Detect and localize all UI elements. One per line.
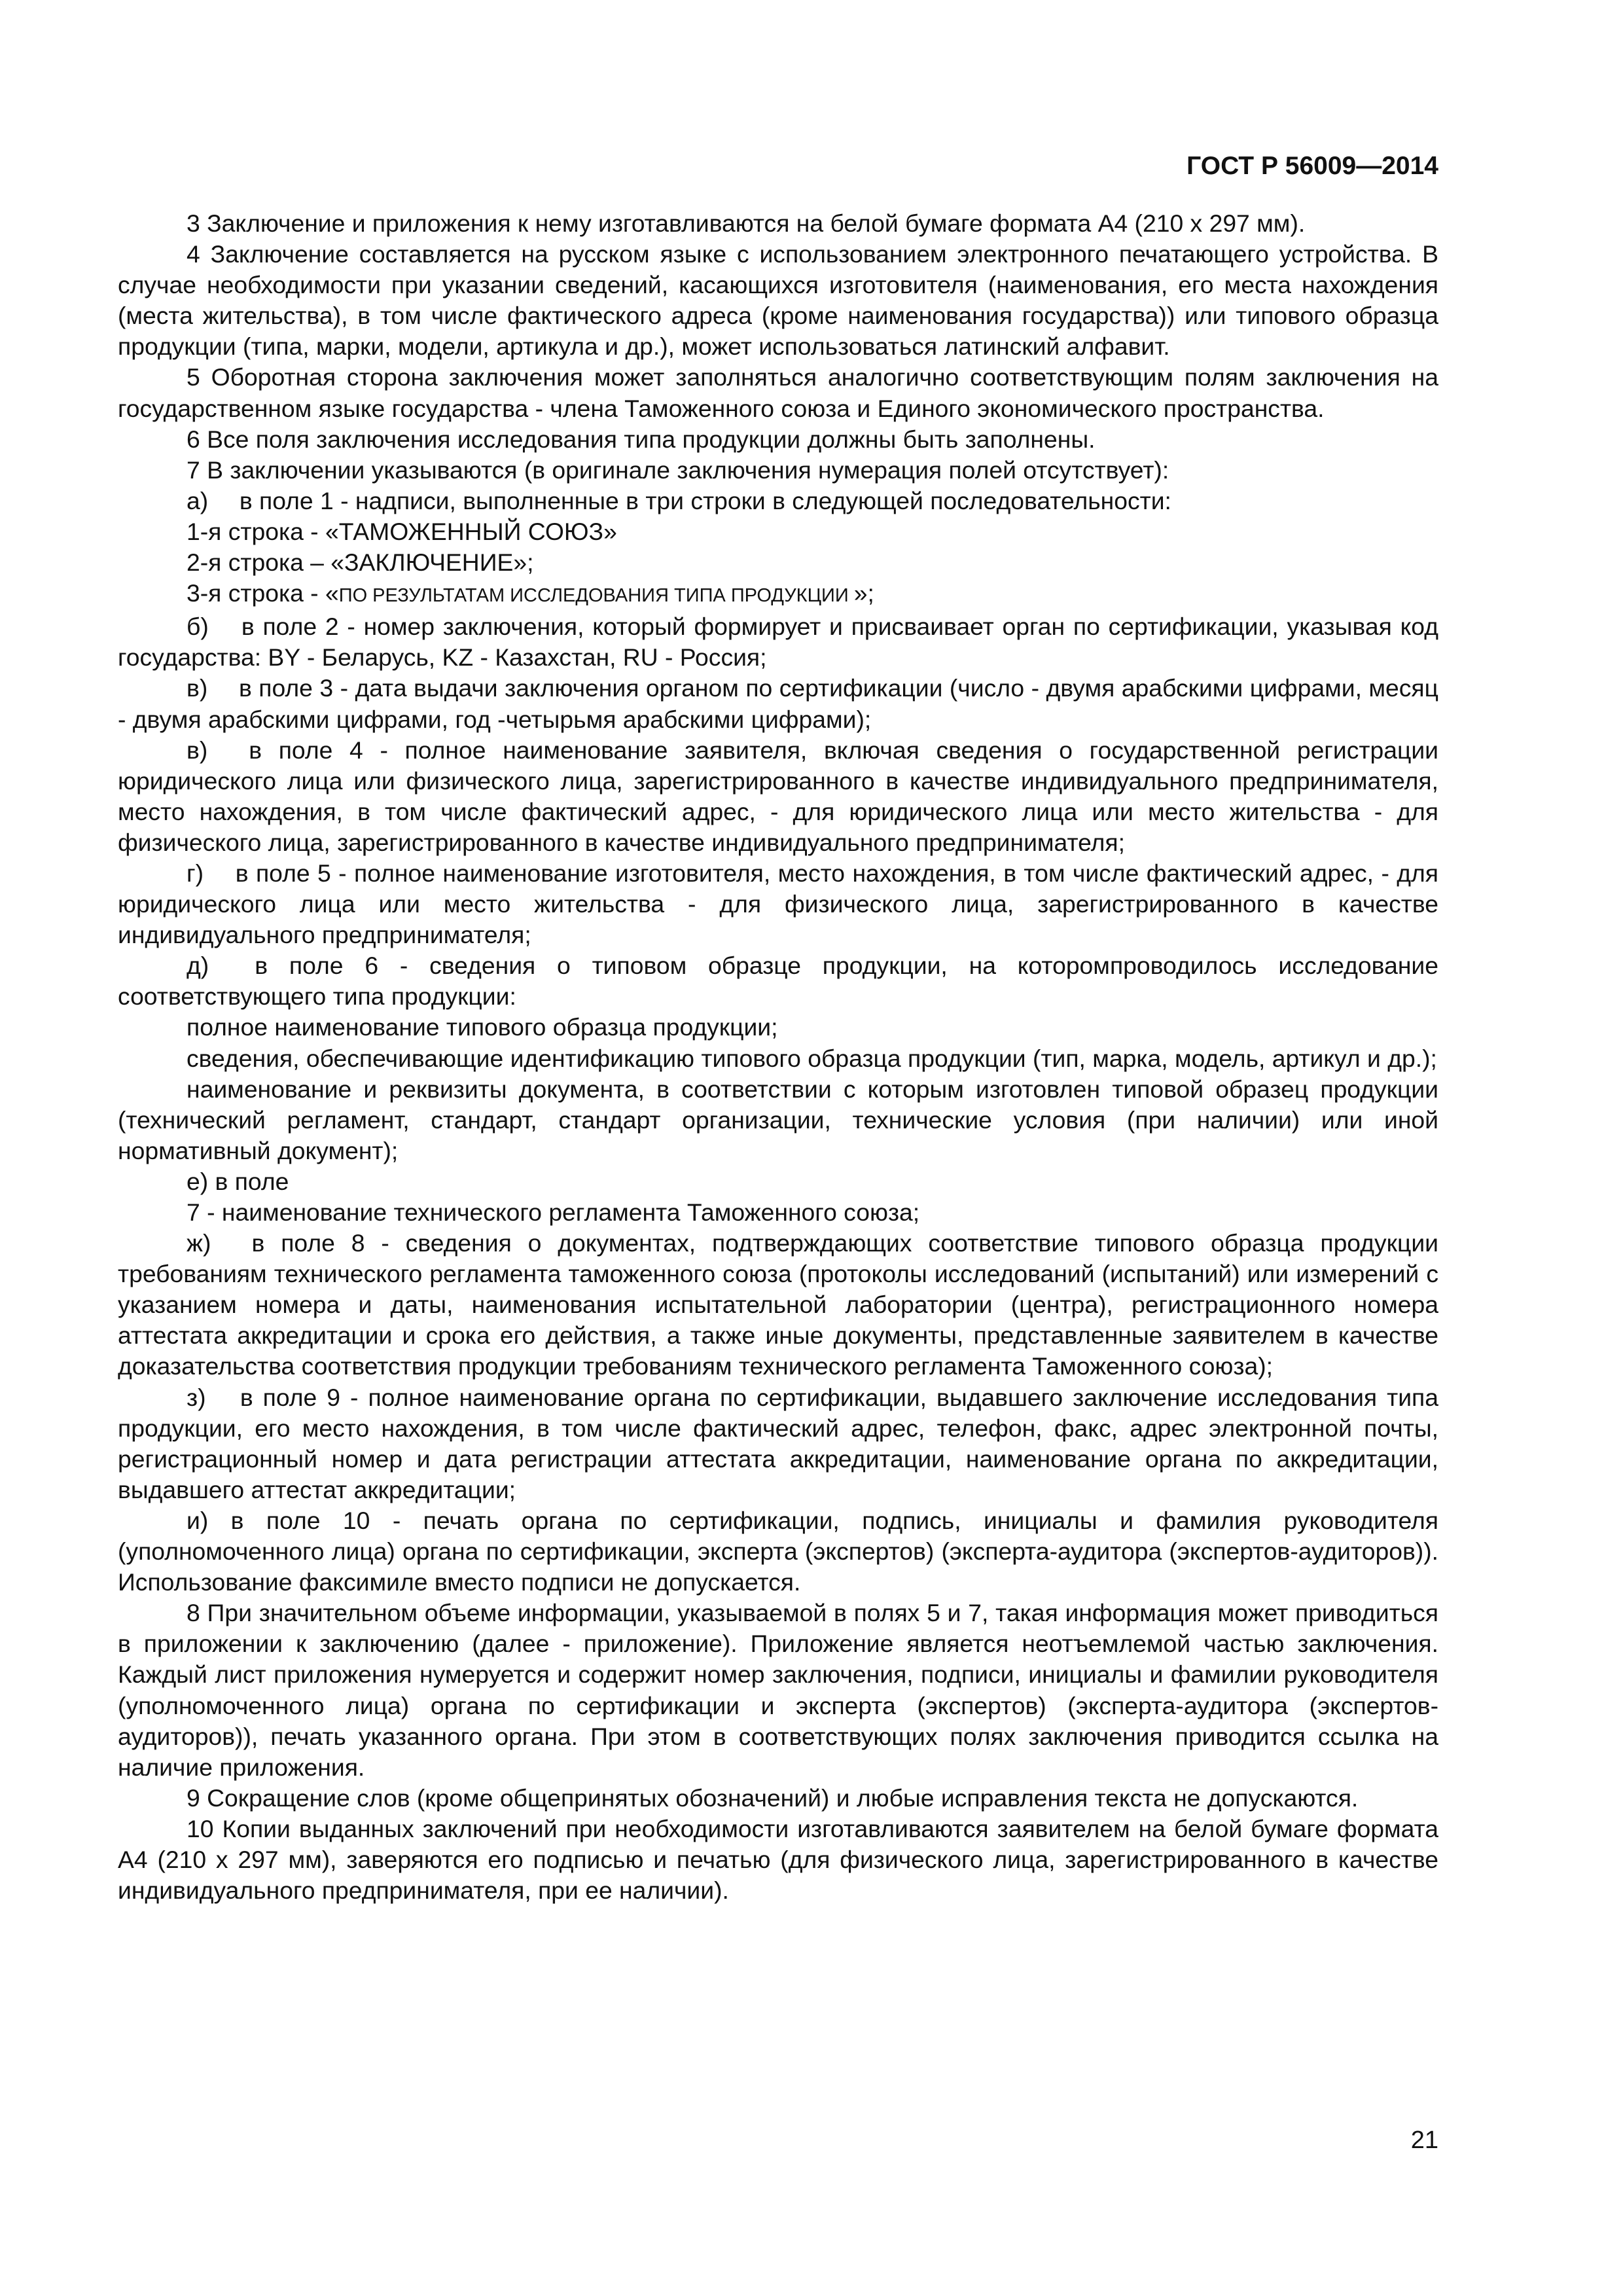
- paragraph-5: 5 Оборотная сторона заключения может заполняться аналогично соответствующим полям заключения на государственном языке государства - члена Таможенного союза и Единого экономического пространства.: [118, 363, 1438, 422]
- item-b: б) в поле 2 - номер заключения, который формирует и присваивает орган по сертификации, указывая код государства: BY - Беларусь, KZ - Казахстан, RU - Россия;: [118, 613, 1438, 672]
- paragraph-6: 6 Все поля заключения исследования типа продукции должны быть заполнены.: [187, 425, 1096, 453]
- paragraph-4: 4 Заключение составляется на русском языке с использованием электронного печатающего устройства. В случае необходимости при указании сведений, касающихся изготовителя (наименования, его места нахождения (места жительства), в том числе фактического адреса (кроме наименования государства)) или типового образца продукции (типа, марки, модели, артикула и др.), может использоваться латинский алфавит.: [118, 240, 1438, 361]
- item-g: г) в поле 5 - полное наименование изготовителя, место нахождения, в том числе фактический адрес, - для юридического лица или место жительства - для физического лица, зарегистрированного в качестве индивидуального предпринимателя;: [118, 859, 1438, 949]
- paragraph-3: 3 Заключение и приложения к нему изготавливаются на белой бумаге формата А4 (210 х 297 мм).: [187, 209, 1306, 237]
- body-text: [118, 208, 1438, 1906]
- line-3-caps: ПО РЕЗУЛЬТАТАМ ИССЛЕДОВАНИЯ ТИПА ПРОДУКЦИИ: [338, 585, 854, 607]
- paragraph-7: 7 В заключении указываются (в оригинале заключения нумерация полей отсутствует):: [187, 456, 1169, 484]
- line-3-suffix: »;: [853, 579, 874, 607]
- paragraph-8: 8 При значительном объеме информации, указываемой в полях 5 и 7, такая информация может приводиться в приложении к заключению (далее - приложение). Приложение является неотъемлемой частью заключения. Каждый лист приложения нумеруется и содержит номер заключения, подписи, инициалы и фамилии руководителя (уполномоченного лица) органа по сертификации и эксперта (экспертов) (эксперта-аудитора (экспертов-аудиторов)), печать указанного органа. При этом в соответствующих полях заключения приводится ссылка на наличие приложения.: [118, 1599, 1438, 1781]
- paragraph-10: 10 Копии выданных заключений при необходимости изготавливаются заявителем на белой бумаге формата А4 (210 х 297 мм), заверяются его подписью и печатью (для физического лица, зарегистрированного в качестве индивидуального предпринимателя, при ее наличии).: [118, 1814, 1438, 1905]
- item-d-3: наименование и реквизиты документа, в соответствии с которым изготовлен типовой образец продукции (технический регламент, стандарт, стандарт организации, технические условия (при наличии) или иной нормативный документ);: [118, 1075, 1438, 1164]
- line-3: [118, 578, 1438, 611]
- page-number: 21: [1410, 2126, 1438, 2154]
- item-z: з) в поле 9 - полное наименование органа по сертификации, выдавшего заключение исследования типа продукции, его место нахождения, в том числе фактический адрес, телефон, факс, адрес электронной почты, регистрационный номер и дата регистрации аттестата аккредитации, наименование органа по аккредитации, выдавшего аттестат аккредитации;: [118, 1383, 1438, 1503]
- line-3-prefix: 3-я строка - «: [187, 579, 339, 607]
- paragraph-9: 9 Сокращение слов (кроме общепринятых обозначений) и любые исправления текста не допускаются.: [187, 1784, 1359, 1812]
- item-d: д) в поле 6 - сведения о типовом образце продукции, на которомпроводилось исследование соответствующего типа продукции:: [118, 952, 1438, 1011]
- item-i: и) в поле 10 - печать органа по сертификации, подпись, инициалы и фамилия руководителя (уполномоченного лица) органа по сертификации, эксперта (экспертов) (эксперта-аудитора (экспертов-аудиторов)). Использование факсимиле вместо подписи не допускается.: [118, 1506, 1438, 1596]
- item-zh: ж) в поле 8 - сведения о документах, подтверждающих соответствие типового образца продукции требованиям технического регламента таможенного союза (протоколы исследований (испытаний) или измерений с указанием номера и даты, наименования испытательной лаборатории (центра), регистрационного номера аттестата аккредитации и срока его действия, а также иные документы, представленные заявителем в качестве доказательства соответствия продукции требованиям технического регламента Таможенного союза);: [118, 1229, 1438, 1380]
- item-v-field-4: в) в поле 4 - полное наименование заявителя, включая сведения о государственной регистрации юридического лица или физического лица, зарегистрированного в качестве индивидуального предпринимателя, место нахождения, в том числе фактический адрес, - для юридического лица или место жительства - для физического лица, зарегистрированного в качестве индивидуального предпринимателя;: [118, 736, 1438, 856]
- item-d-2: сведения, обеспечивающие идентификацию типового образца продукции (тип, марка, модель, артикул и др.);: [187, 1044, 1437, 1072]
- item-d-1: полное наименование типового образца продукции;: [187, 1013, 778, 1041]
- item-v-field-3: в) в поле 3 - дата выдачи заключения органом по сертификации (число - двумя арабскими цифрами, месяц - двумя арабскими цифрами, год -четырьмя арабскими цифрами);: [118, 674, 1438, 733]
- line-1: 1-я строка - «ТАМОЖЕННЫЙ СОЮЗ»: [187, 517, 617, 545]
- item-e-2: 7 - наименование технического регламента Таможенного союза;: [187, 1198, 920, 1226]
- document-code: ГОСТ Р 56009—2014: [1186, 152, 1438, 180]
- line-2: 2-я строка – «ЗАКЛЮЧЕНИЕ»;: [187, 548, 534, 577]
- item-a: а) в поле 1 - надписи, выполненные в три строки в следующей последовательности:: [187, 486, 1171, 514]
- item-e-1: е) в поле: [187, 1167, 289, 1195]
